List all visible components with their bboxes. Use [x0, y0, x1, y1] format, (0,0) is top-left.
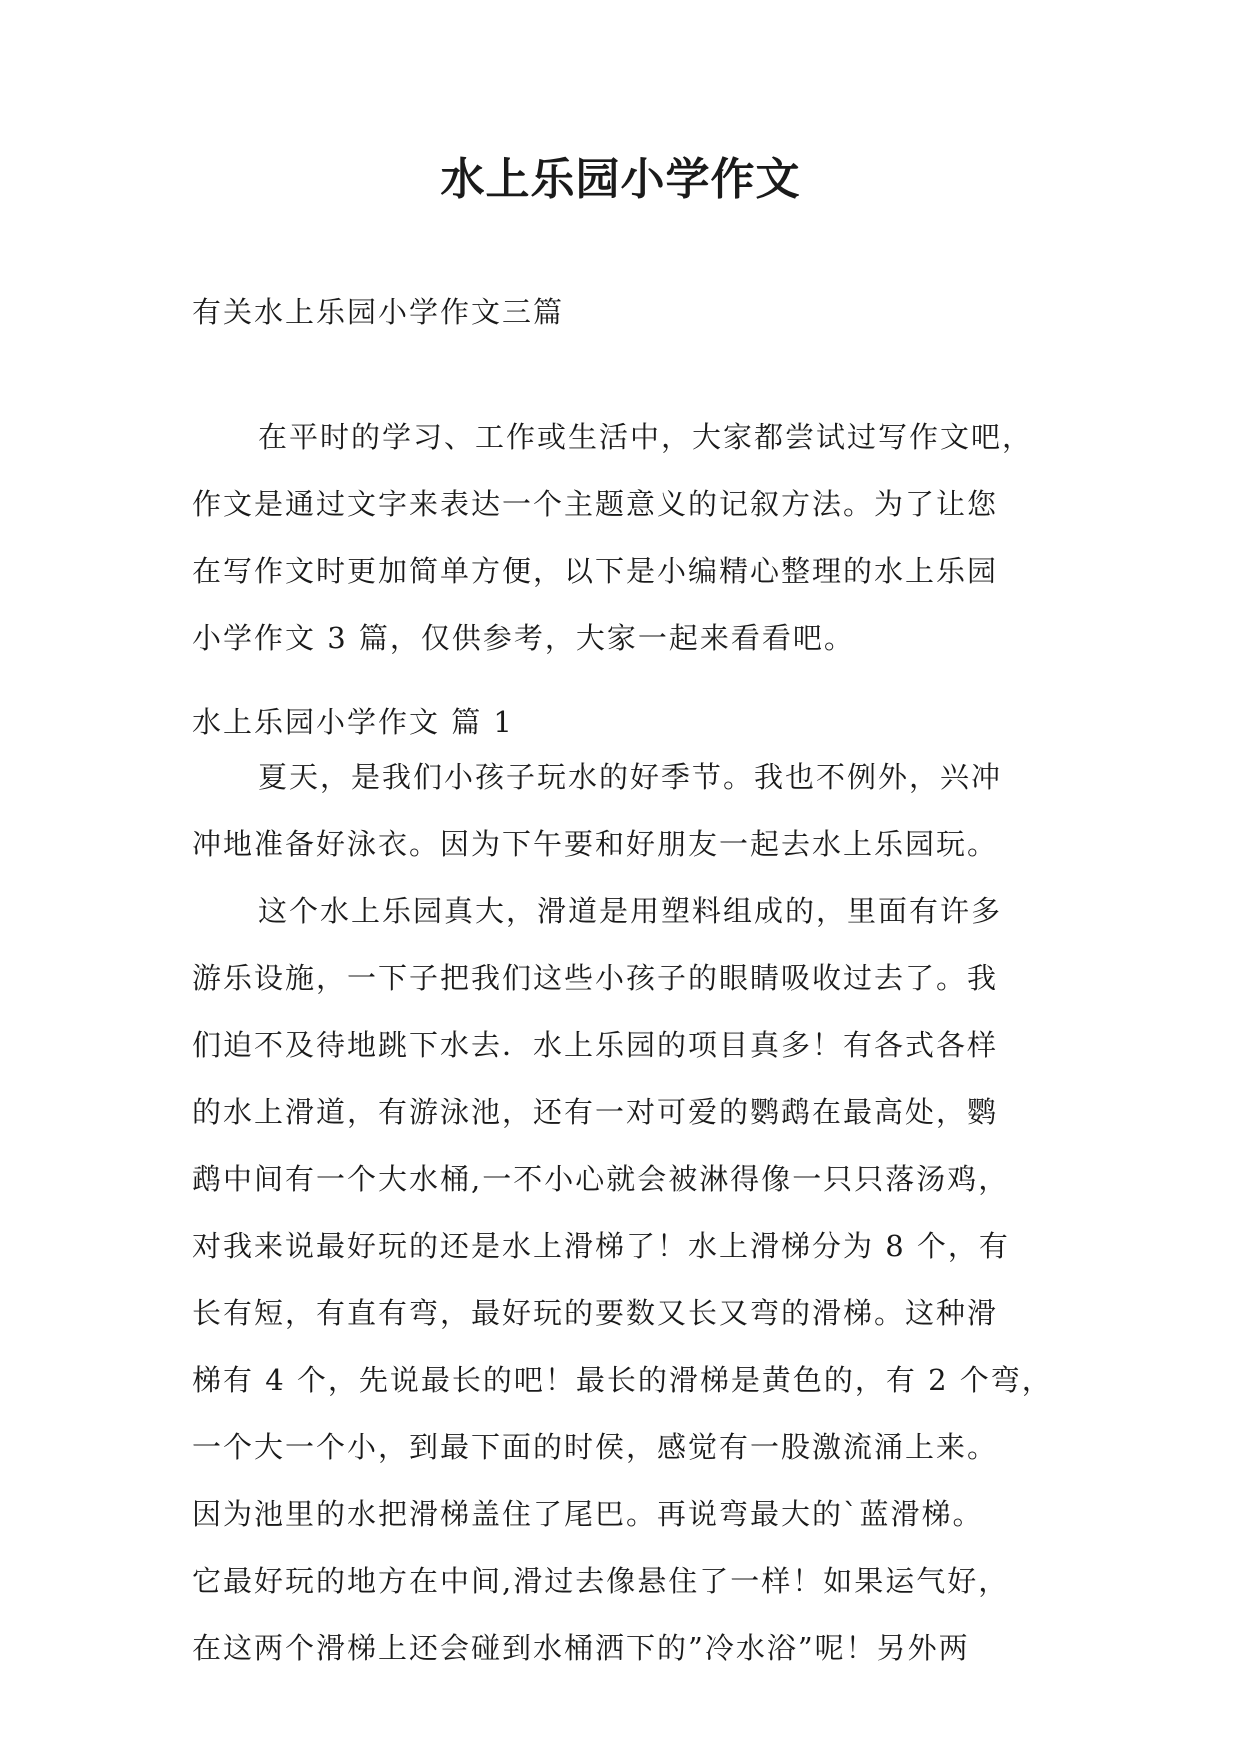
paragraph-line: 游乐设施，一下子把我们这些小孩子的眼睛吸收过去了。我 [192, 961, 999, 995]
paragraph-line: 因为池里的水把滑梯盖住了尾巴。再说弯最大的`蓝滑梯。 [192, 1497, 984, 1531]
paragraph-1 [192, 744, 1052, 878]
paragraph-line: 梯有 4 个，先说最长的吧！最长的滑梯是黄色的，有 2 个弯， [192, 1363, 1053, 1397]
paragraph-line: 这个水上乐园真大，滑道是用塑料组成的，里面有许多 [258, 894, 1003, 928]
paragraph-line: 冲地准备好泳衣。因为下午要和好朋友一起去水上乐园玩。 [192, 827, 999, 861]
intro-paragraph [192, 404, 1052, 672]
intro-line: 小学作文 3 篇，仅供参考，大家一起来看看吧。 [192, 621, 855, 655]
paragraph-line: 的水上滑道，有游泳池，还有一对可爱的鹦鹉在最高处，鹦 [192, 1095, 999, 1129]
paragraph-line: 长有短，有直有弯，最好玩的要数又长又弯的滑梯。这种滑 [192, 1296, 999, 1330]
intro-line: 在平时的学习、工作或生活中，大家都尝试过写作文吧， [258, 420, 1034, 454]
paragraph-line: 一个大一个小，到最下面的时侯，感觉有一股激流涌上来。 [192, 1430, 999, 1464]
paragraph-line: 鹉中间有一个大水桶,一不小心就会被淋得像一只只落汤鸡， [192, 1162, 1010, 1196]
paragraph-2 [192, 878, 1052, 1682]
document-subtitle: 有关水上乐园小学作文三篇 [192, 295, 565, 329]
intro-line: 在写作文时更加简单方便，以下是小编精心整理的水上乐园 [192, 554, 999, 588]
document-title: 水上乐园小学作文 [440, 154, 801, 205]
intro-line: 作文是通过文字来表达一个主题意义的记叙方法。为了让您 [192, 487, 999, 521]
paragraph-line: 对我来说最好玩的还是水上滑梯了！水上滑梯分为 8 个，有 [192, 1229, 1010, 1263]
paragraph-line: 它最好玩的地方在中间,滑过去像悬住了一样！如果运气好， [192, 1564, 1010, 1598]
section-heading: 水上乐园小学作文 篇 1 [192, 705, 514, 739]
paragraph-line: 们迫不及待地跳下水去．水上乐园的项目真多！有各式各样 [192, 1028, 999, 1062]
paragraph-line: 夏天，是我们小孩子玩水的好季节。我也不例外，兴冲 [258, 760, 1003, 794]
paragraph-line: 在这两个滑梯上还会碰到水桶洒下的”冷水浴”呢！另外两 [192, 1631, 970, 1665]
